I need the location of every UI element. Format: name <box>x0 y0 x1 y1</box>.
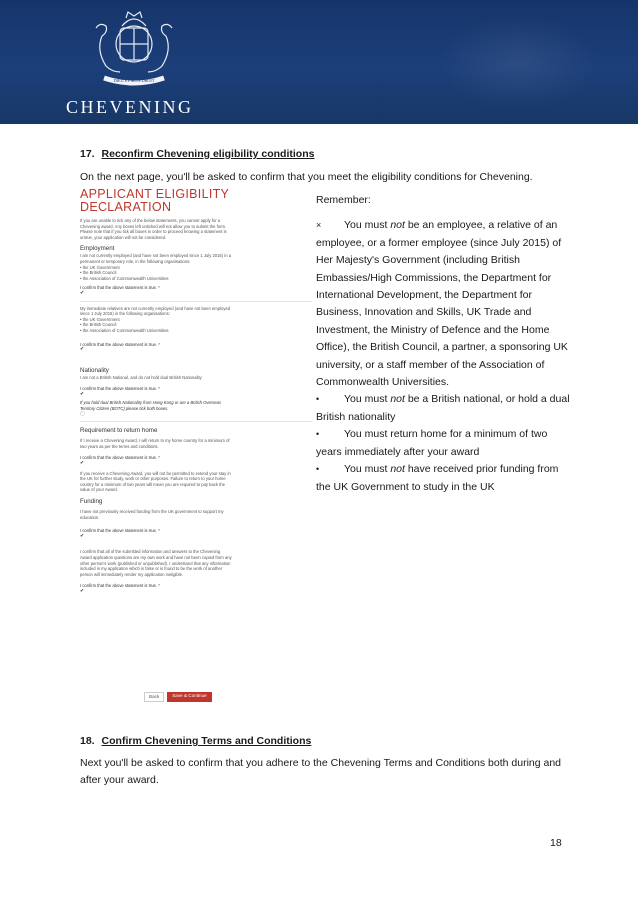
form-divider <box>80 421 312 422</box>
remember-item-nationality: • You must not be a British national, or hold a dual British nationality <box>316 393 570 423</box>
banner-watermark <box>438 12 598 112</box>
eligibility-form-screenshot <box>80 188 312 708</box>
extend-text: If you receive a Chevening Award, you will not be permitted to extend your stay in the UK for further study, work or other purposes. Failure to return to your home country for a minimum of two years will mean you are required to pay back the value of your Award. <box>80 470 231 493</box>
confirm-label: I confirm that the above statement is true. * <box>80 455 160 461</box>
nationality-heading: Nationality <box>80 366 109 374</box>
return-text: If I receive a Chevening Award, I will return to my home country for a minimum of two years as per the terms and conditions. <box>80 438 230 449</box>
section-number: 18. <box>80 735 95 747</box>
form-buttons <box>144 692 212 702</box>
back-button[interactable]: Back <box>144 692 164 702</box>
chevening-wordmark: CHEVENING <box>66 97 194 117</box>
funding-text: I have not previously received funding from the UK government to support my education. <box>80 509 224 520</box>
confirm-label: I confirm that the above statement is true. * <box>80 341 160 347</box>
relatives-text: My immediate relatives are not currently employed (and have not been employed since 1 July 2015) in the following organisations: • the UK Government • the British Council • the Association of Commonwealth Universities <box>80 305 231 333</box>
section-18-body: Next you'll be asked to confirm that you adhere to the Chevening Terms and Conditions both during and after your award. <box>80 757 562 786</box>
confirm-checkbox[interactable]: ✔ <box>80 346 85 353</box>
remember-title: Remember: <box>316 194 371 206</box>
section-title: Reconfirm Chevening eligibility conditions <box>101 148 315 160</box>
bn-note: If you hold dual British Nationality from Hong Kong or are a British Overseas Territory Citizen (BOTC) please tick both boxes. <box>80 400 222 412</box>
save-continue-button[interactable]: Save & Continue <box>167 692 211 702</box>
bn-checkbox[interactable]: ▢ <box>80 410 85 417</box>
section-17-intro: On the next page, you'll be asked to confirm that you meet the eligibility conditions for Chevening. <box>80 171 533 183</box>
chevening-banner <box>0 0 638 124</box>
remember-item-employment: × You must not be an employee, a relative of an employee, or a former employee (since July 2015) of Her Majesty's Government (including British Embassies/High Commissions, the Department for International Development, the Department for Business, Innovation and Skills, UK Trade and Investment, the Ministry of Defence and the Home Office), the British Council, a partner, a sponsoring UK university, or a staff member of the Association of Commonwealth Universities. <box>316 219 568 389</box>
confirm-checkbox[interactable]: ✔ <box>80 289 85 296</box>
page-number: 18 <box>550 837 562 849</box>
section-17-heading <box>80 148 314 160</box>
form-title-line2: DECLARATION <box>80 200 172 214</box>
form-intro: If you are unable to tick any of the below statements, you cannot apply for a Chevening award. Any boxes left unticked will not allow you to submit the form. Please note that if you tick all boxes in order to proceed knowing a statement is untrue, your application will not be considered. <box>80 218 227 240</box>
confirm-checkbox[interactable]: ✔ <box>80 587 85 594</box>
nationality-text: I am not a British National, and do not hold dual British Nationality <box>80 374 202 380</box>
confirm-label: I confirm that the above statement is true. * <box>80 583 160 589</box>
section-18-heading <box>80 735 311 747</box>
remember-box <box>316 192 574 496</box>
section-number: 17. <box>80 148 95 160</box>
section-title: Confirm Chevening Terms and Conditions <box>101 735 312 747</box>
cross-icon: × <box>316 220 322 231</box>
confirm-checkbox[interactable]: ✔ <box>80 390 85 397</box>
confirm-checkbox[interactable]: ✔ <box>80 532 85 539</box>
funding-heading: Funding <box>80 498 103 505</box>
confirm-label: I confirm that the above statement is true. * <box>80 285 160 291</box>
confirm-label: I confirm that the above statement is true. * <box>80 528 160 534</box>
bullet-icon: • <box>316 429 320 440</box>
crest-motto: DIEU ET MON DROIT <box>113 78 155 83</box>
remember-item-funding: • You must not have received prior funding from the UK Government to study in the UK <box>316 463 559 493</box>
final-declaration-text: I confirm that all of the submitted information and answers to the Chevening Award application questions are my own work and have not been copied from any other person's work (published or unpublished). I understand that any information included in my application which is false or is found to be the work of another person will immediately render my application ineligible. <box>80 549 232 577</box>
remember-item-return: • You must return home for a minimum of two years immediately after your award <box>316 428 548 458</box>
confirm-checkbox[interactable]: ✔ <box>80 460 85 467</box>
confirm-label: I confirm that the above statement is true. * <box>80 386 160 392</box>
form-divider <box>80 301 312 302</box>
bullet-icon: • <box>316 464 320 475</box>
royal-crest-icon <box>82 6 186 94</box>
bullet-icon: • <box>316 394 320 405</box>
form-title-line1: APPLICANT ELIGIBILITY <box>80 187 230 201</box>
employment-text: I am not currently employed (and have not been employed since 1 July 2015) in a permanent or temporary role, in the following organisations: • the UK Government • the British Council • the Association of Commonwealth Universities <box>80 253 232 281</box>
employment-heading: Employment <box>80 245 115 253</box>
return-heading: Requirement to return home <box>80 427 158 435</box>
